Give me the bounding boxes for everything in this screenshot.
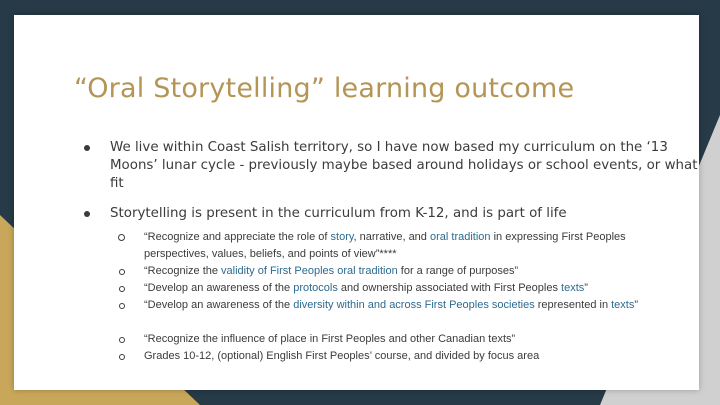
sub-bullet-text-run: represented in xyxy=(534,299,612,311)
bullet-item xyxy=(110,205,710,223)
sub-bullet-item xyxy=(144,263,664,280)
circle-bullet-icon xyxy=(118,234,125,241)
sub-bullet-text xyxy=(144,333,515,345)
sub-bullet-text-run: “Recognize and appreciate the role of xyxy=(144,231,331,243)
sub-bullet-text xyxy=(144,282,588,294)
sub-bullet-item xyxy=(144,229,664,263)
sub-bullet-item xyxy=(144,280,664,297)
sub-bullet-text-run: Grades 10-12, (optional) English First Peoples’ course, and divided by focus area xyxy=(144,350,540,362)
circle-bullet-icon xyxy=(119,337,125,343)
slide-card xyxy=(14,15,699,390)
sub-bullet-text xyxy=(144,299,638,311)
sub-bullet-text-run: “Develop an awareness of the xyxy=(144,282,294,294)
highlighted-term: texts xyxy=(561,282,585,294)
slide-title: “Oral Storytelling” learning outcome xyxy=(74,73,575,104)
sub-bullet-text-run: ” xyxy=(584,282,588,294)
sub-bullet-item xyxy=(144,348,664,365)
sub-bullet-text-run: for a range of purposes” xyxy=(397,265,519,277)
sub-bullet-text-run: , narrative, and xyxy=(353,231,430,243)
highlighted-term: texts xyxy=(611,299,635,311)
highlighted-term: oral tradition xyxy=(429,231,491,243)
sub-bullet-text xyxy=(144,350,539,362)
sub-bullet-text-run: “Recognize the influence of place in First Peoples and other Canadian texts” xyxy=(144,333,516,345)
highlighted-term: diversity within and across First Peoples societies xyxy=(293,299,535,311)
sub-bullet-text-run: and ownership associated with First Peoples xyxy=(337,282,562,294)
bullet-text: Storytelling is present in the curriculum from K-12, and is part of life xyxy=(110,206,567,221)
bullet-icon xyxy=(84,211,90,217)
sub-bullet-text-run: in expressing First Peoples perspectives, values, beliefs, and points of view”**** xyxy=(144,231,626,260)
sub-bullet-item xyxy=(144,297,664,314)
sub-bullet-text-run: “Develop an awareness of the xyxy=(144,299,294,311)
bullet-icon xyxy=(84,145,90,151)
highlighted-term: protocols xyxy=(293,282,338,294)
sub-bullet-text xyxy=(144,265,518,277)
highlighted-term: story xyxy=(330,231,354,243)
sub-bullet-text-run: “Recognize the xyxy=(144,265,222,277)
sub-bullet-item xyxy=(144,331,664,348)
circle-bullet-icon xyxy=(119,269,125,275)
circle-bullet-icon xyxy=(119,354,125,360)
bullet-item xyxy=(110,139,710,193)
sub-bullet-text-run: ” xyxy=(634,299,639,311)
bullet-text: We live within Coast Salish territory, so I have now based my curriculum on the ‘13 Moons’ lunar cycle - previously maybe based around holidays or school events, or what fit xyxy=(110,140,698,191)
circle-bullet-icon xyxy=(119,286,125,292)
sub-bullet-text xyxy=(144,231,626,260)
circle-bullet-icon xyxy=(119,303,125,309)
highlighted-term: validity of First Peoples oral tradition xyxy=(221,265,398,277)
